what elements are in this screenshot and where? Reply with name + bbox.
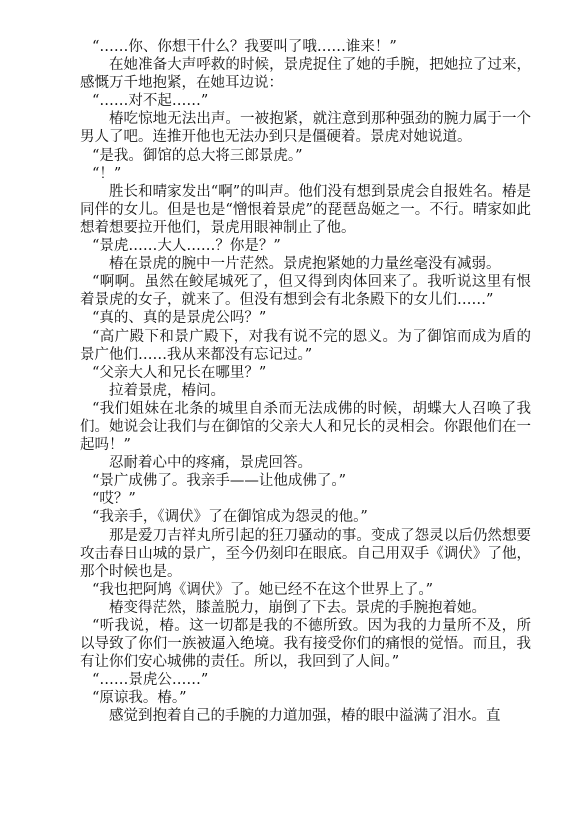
dialogue-paragraph: “我也把阿鸠《调伏》了。她已经不在这个世界上了。” <box>92 581 434 598</box>
narration-paragraph: 拉着景虎，椿问。 <box>109 382 225 399</box>
narration-paragraph: 椿在景虎的腕中一片茫然。景虎抱紧她的力量丝毫没有减弱。 <box>109 256 501 273</box>
dialogue-paragraph: “啊啊。虽然在鲛尾城死了，但又得到肉体回来了。我听说这里有恨着景虎的女子，就来了。但没有想到会有北条殿下的女儿们……” <box>80 274 531 309</box>
dialogue-paragraph: “真的、真的是景虎公吗？” <box>92 310 267 327</box>
dialogue-paragraph: “哎？” <box>92 491 136 508</box>
dialogue-paragraph: “……景虎公……” <box>92 672 209 689</box>
narration-paragraph: 忍耐着心中的疼痛，景虎回答。 <box>109 455 312 472</box>
narration-paragraph: 胜长和晴家发出“啊”的叫声。他们没有想到景虎会自报姓名。椿是同伴的女儿。但是也是“憎恨着景虎”的琵琶岛姬之一。不行。晴家如此想着想要拉开他们，景虎用眼神制止了他。 <box>80 183 531 236</box>
narration-paragraph: 那是爱刀吉祥丸所引起的狂刀骚动的事。变成了怨灵以后仍然想要攻击春日山城的景广，至今仍刻印在眼底。自己用双手《调伏》了他，那个时候也是。 <box>80 527 531 580</box>
dialogue-paragraph: “我亲手，《调伏》了在御馆成为怨灵的他。” <box>92 509 368 526</box>
dialogue-paragraph: “高广殿下和景广殿下，对我有说不完的恩义。为了御馆而成为盾的景广他们……我从来都没有忘记过。” <box>80 328 531 363</box>
text-body <box>80 38 531 726</box>
dialogue-paragraph: “景虎……大人……？你是？” <box>92 238 281 255</box>
narration-paragraph: 在她准备大声呼救的时候，景虎捉住了她的手腕，把她拉了过来，感慨万千地抱紧，在她耳边说： <box>80 57 531 92</box>
narration-paragraph: 感觉到抱着自己的手腕的力道加强，椿的眼中溢满了泪水。直 <box>109 708 501 725</box>
narration-paragraph: 椿变得茫然，膝盖脱力，崩倒了下去。景虎的手腕抱着她。 <box>109 599 486 616</box>
dialogue-paragraph: “听我说，椿。这一切都是我的不德所致。因为我的力量所不及，所以导致了你们一族被逼入绝境。我有接受你们的痛恨的觉悟。而且，我有让你们安心城佛的责任。所以，我回到了人间。” <box>80 618 531 671</box>
dialogue-paragraph: “景广成佛了。我亲手——让他成佛了。” <box>92 473 347 490</box>
dialogue-paragraph: “……你、你想干什么？我要叫了哦……谁来！” <box>92 39 397 55</box>
dialogue-paragraph: “是我。御馆的总大将三郎景虎。” <box>92 147 303 164</box>
dialogue-paragraph: “父亲大人和兄长在哪里？” <box>92 364 267 381</box>
dialogue-paragraph: “原谅我。椿。” <box>92 690 187 707</box>
dialogue-paragraph: “！” <box>92 165 122 182</box>
narration-paragraph: 椿吃惊地无法出声。一被抱紧，就注意到那种强劲的腕力属于一个男人了吧。连推开他也无法办到只是僵硬着。景虎对她说道。 <box>80 111 531 146</box>
dialogue-paragraph: “我们姐妹在北条的城里自杀而无法成佛的时候，胡蝶大人召唤了我们。她说会让我们与在御馆的父亲大人和兄长的灵相会。你跟他们在一起吗！” <box>80 400 531 454</box>
dialogue-paragraph: “……对不起……” <box>92 93 209 110</box>
